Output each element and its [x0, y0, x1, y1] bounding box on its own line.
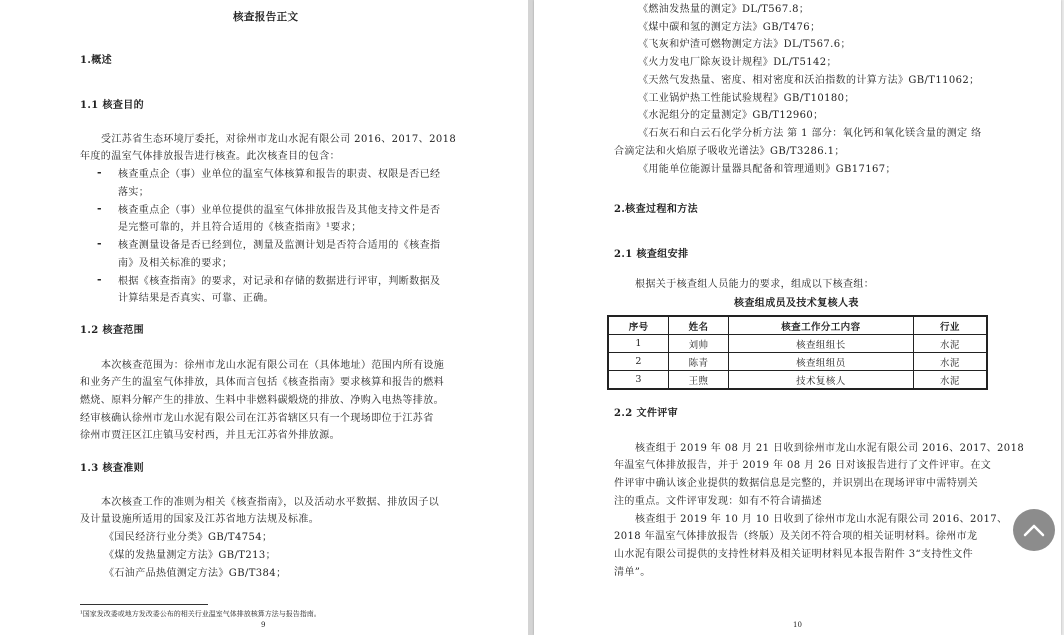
paragraph-line: 清单”。: [614, 567, 651, 578]
bullet-dash-icon: -: [97, 273, 102, 286]
review-team-table: [607, 315, 988, 390]
bullet-dash-icon: -: [97, 202, 102, 215]
paragraph-line: 和业务产生的温室气体排放，具体而言包括《核查指南》要求核算和报告的燃料: [80, 377, 444, 388]
paragraph-line: 核查组于 2019 年 10 月 10 日收到了徐州市龙山水泥有限公司 2016、2017、: [635, 514, 1008, 525]
standard-item: 《石油产品热值测定方法》GB/T384；: [104, 568, 287, 579]
table-cell: 陈青: [669, 353, 729, 371]
table-cell: 核查组组长: [728, 335, 913, 353]
footnote: ¹国家发改委或地方发改委公布的相关行业温室气体排放核算方法与报告指南。: [80, 610, 321, 618]
standard-item: 《煤中碳和氢的测定方法》GB/T476；: [638, 22, 821, 33]
bullet-text: 核查重点企（事）业单位提供的温室气体排放报告及其他支持文件是否: [118, 205, 441, 216]
section-heading-overview: 1.概述: [80, 55, 113, 66]
bullet-dash-icon: -: [97, 166, 102, 179]
section-heading-process: 2.核查过程和方法: [614, 204, 699, 215]
table-cell: 水泥: [913, 371, 987, 390]
paragraph-line: 件评审中确认该企业提供的数据信息是完整的，并识别出在现场评审中需特别关: [614, 478, 978, 489]
standard-item: 《燃油发热量的测定》DL/T567.8；: [638, 4, 810, 15]
standard-item: 《国民经济行业分类》GB/T4754；: [104, 532, 273, 543]
table-header-row: [608, 316, 987, 335]
bullet-text: 核查测量设备是否已经到位，测量及监测计划是否符合适用的《核查指: [118, 240, 441, 251]
section-heading-scope: 1.2 核查范围: [80, 325, 145, 336]
paragraph-line: 本次核查范围为：徐州市龙山水泥有限公司在（具体地址）范围内所有设施: [101, 360, 445, 371]
bullet-text: 落实；: [118, 187, 150, 198]
section-heading-criteria: 1.3 核查准则: [80, 463, 145, 474]
table-header-cell: 行业: [913, 316, 987, 335]
paragraph-line: 山水泥有限公司提供的支持性材料及相关证明材料见本报告附件 3“支持性文件: [614, 549, 974, 560]
table-cell: 水泥: [913, 335, 987, 353]
table-cell: 水泥: [913, 353, 987, 371]
table-cell: 王煦: [669, 371, 729, 390]
bullet-dash-icon: -: [97, 237, 102, 250]
standard-item: 合滴定法和火焰原子吸收光谱法》GB/T3286.1；: [614, 146, 845, 157]
paragraph-line: 本次核查工作的准则为相关《核查指南》，以及活动水平数据、排放因子以: [101, 497, 440, 508]
standard-item: 《水泥组分的定量测定》GB/T12960；: [638, 110, 824, 121]
document-page-9: [0, 0, 528, 635]
paragraph-line: 及计量设施所适用的国家及江苏省地方法规及标准。: [80, 514, 320, 525]
standard-item: 《天然气发热量、密度、相对密度和沃泊指数的计算方法》GB/T11062；: [638, 75, 980, 86]
bullet-text: 是完整可靠的，并且符合适用的《核查指南》¹要求；: [118, 222, 362, 233]
table-header-cell: 核查工作分工内容: [728, 316, 913, 335]
paragraph-line: 核查组于 2019 年 08 月 21 日收到徐州市龙山水泥有限公司 2016、2017、2018: [635, 443, 1025, 454]
standard-item: 《石灰石和白云石化学分析方法 第 1 部分：氧化钙和氧化镁含量的测定 络: [638, 128, 982, 139]
standard-item: 《飞灰和炉渣可燃物测定方法》DL/T567.6；: [638, 39, 851, 50]
section-heading-review: 2.2 文件评审: [614, 408, 679, 419]
section-heading-team: 2.1 核查组安排: [614, 249, 689, 260]
paragraph-line: 受江苏省生态环境厅委托，对徐州市龙山水泥有限公司 2016、2017、2018: [101, 134, 457, 145]
table-cell: 刘帅: [669, 335, 729, 353]
paragraph-line: 徐州市贾汪区江庄镇马安村西，并且无江苏省外排放源。: [80, 430, 340, 441]
table-header-cell: 序号: [608, 316, 669, 335]
page-number: 10: [793, 621, 802, 629]
table-cell: 2: [608, 353, 669, 371]
standard-item: 《火力发电厂除灰设计规程》DL/T5142；: [638, 57, 837, 68]
table-row: [608, 371, 987, 390]
paragraph-line: 经审核确认徐州市龙山水泥有限公司在江苏省辖区只有一个现场即位于江苏省: [80, 413, 434, 424]
bullet-text: 核查重点企（事）业单位的温室气体核算和报告的职责、权限是否已经: [118, 169, 441, 180]
table-cell: 3: [608, 371, 669, 390]
table-cell: 技术复核人: [728, 371, 913, 390]
scroll-to-top-button[interactable]: [1013, 509, 1055, 551]
table-row: [608, 353, 987, 371]
standard-item: 《用能单位能源计量器具配备和管理通则》GB17167；: [638, 164, 896, 175]
section-heading-purpose: 1.1 核查目的: [80, 100, 145, 111]
footnote-rule: [80, 604, 208, 605]
table-title: 核查组成员及技术复核人表: [734, 298, 859, 309]
paragraph-line: 年温室气体排放报告，并于 2019 年 08 月 26 日对该报告进行了文件评审。在文: [614, 460, 992, 471]
table-cell: 1: [608, 335, 669, 353]
paragraph-line: 根据关于核查组人员能力的要求，组成以下核查组：: [635, 279, 875, 290]
paragraph-line: 燃烧、原料分解产生的排放、生料中非燃料碳煅烧的排放、净购入电热等排放。: [80, 395, 444, 406]
report-title: 核查报告正文: [233, 11, 299, 23]
table-row: [608, 335, 987, 353]
paragraph-line: 注的重点。文件评审发现：如有不符合请描述: [614, 496, 822, 507]
chevron-up-icon: [1023, 523, 1045, 537]
standard-item: 《煤的发热量测定方法》GB/T213；: [104, 550, 277, 561]
standard-item: 《工业锅炉热工性能试验规程》GB/T10180；: [638, 93, 855, 104]
bullet-text: 南》及相关标准的要求；: [118, 258, 233, 269]
paragraph-line: 2018 年温室气体排放报告（终版）及关闭不符合项的相关证明材料。徐州市龙: [614, 531, 978, 542]
page-number: 9: [261, 621, 266, 629]
paragraph-line: 年度的温室气体排放报告进行核查。此次核查目的包含：: [80, 151, 340, 162]
bullet-text: 根据《核查指南》的要求，对记录和存储的数据进行评审，判断数据及: [118, 276, 441, 287]
table-header-cell: 姓名: [669, 316, 729, 335]
bullet-text: 计算结果是否真实、可靠、正确。: [118, 293, 274, 304]
table-cell: 核查组组员: [728, 353, 913, 371]
